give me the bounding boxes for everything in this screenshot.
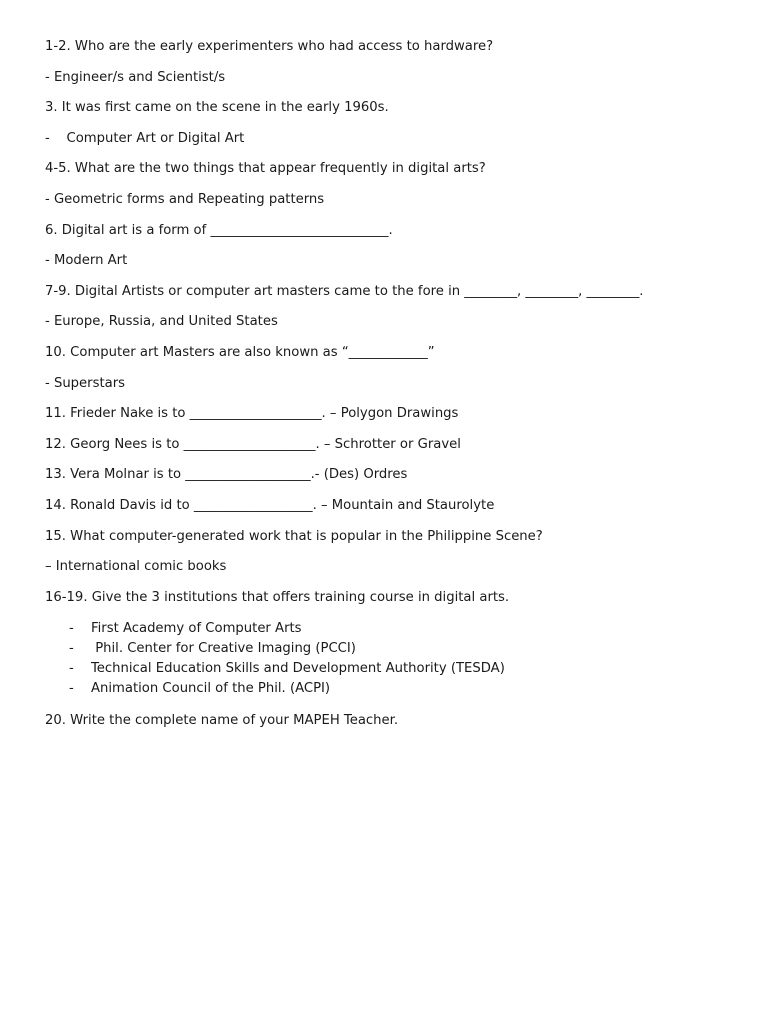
list-item: [69, 679, 735, 699]
question-10: 10. Computer art Masters are also known as “____________”: [45, 344, 435, 360]
answer-15: – International comic books: [45, 559, 227, 575]
list-item: [69, 619, 735, 639]
question-20: 20. Write the complete name of your MAPEH Teacher.: [45, 713, 399, 729]
answer-1-2: - Engineer/s and Scientist/s: [45, 69, 226, 85]
question-12: 12. Georg Nees is to ____________________. – Schrotter or Gravel: [45, 436, 461, 452]
list-bullet: -: [69, 621, 74, 637]
institution-list: [45, 619, 735, 699]
question-6: 6. Digital art is a form of ___________________________.: [45, 222, 393, 238]
question-7-9: 7-9. Digital Artists or computer art masters came to the fore in ________, ________, ________.: [45, 283, 644, 299]
list-bullet: -: [69, 661, 74, 677]
question-3: 3. It was first came on the scene in the early 1960s.: [45, 100, 389, 116]
question-11: 11. Frieder Nake is to ____________________. – Polygon Drawings: [45, 406, 459, 422]
answer-10: - Superstars: [45, 375, 126, 391]
question-16-19: 16-19. Give the 3 institutions that offers training course in digital arts.: [45, 589, 510, 605]
answer-6: - Modern Art: [45, 253, 128, 269]
list-bullet: -: [69, 681, 74, 697]
worksheet: [45, 38, 735, 743]
institution-name: Animation Council of the Phil. (ACPI): [91, 681, 331, 697]
answer-7-9: - Europe, Russia, and United States: [45, 314, 278, 330]
answer-4-5: - Geometric forms and Repeating patterns: [45, 191, 325, 207]
answer-3: - Computer Art or Digital Art: [45, 130, 245, 146]
question-4-5: 4-5. What are the two things that appear frequently in digital arts?: [45, 161, 486, 177]
question-15: 15. What computer-generated work that is popular in the Philippine Scene?: [45, 528, 543, 544]
question-1-2: 1-2. Who are the early experimenters who had access to hardware?: [45, 39, 494, 54]
list-bullet: -: [69, 641, 74, 657]
institution-name: First Academy of Computer Arts: [91, 621, 302, 637]
institution-name: Technical Education Skills and Development Authority (TESDA): [91, 661, 505, 677]
question-14: 14. Ronald Davis id to __________________. – Mountain and Staurolyte: [45, 497, 495, 513]
list-item: [69, 659, 735, 679]
question-13: 13. Vera Molnar is to ___________________.- (Des) Ordres: [45, 467, 408, 483]
list-item: [69, 639, 735, 659]
institution-name: Phil. Center for Creative Imaging (PCCI): [91, 641, 356, 657]
